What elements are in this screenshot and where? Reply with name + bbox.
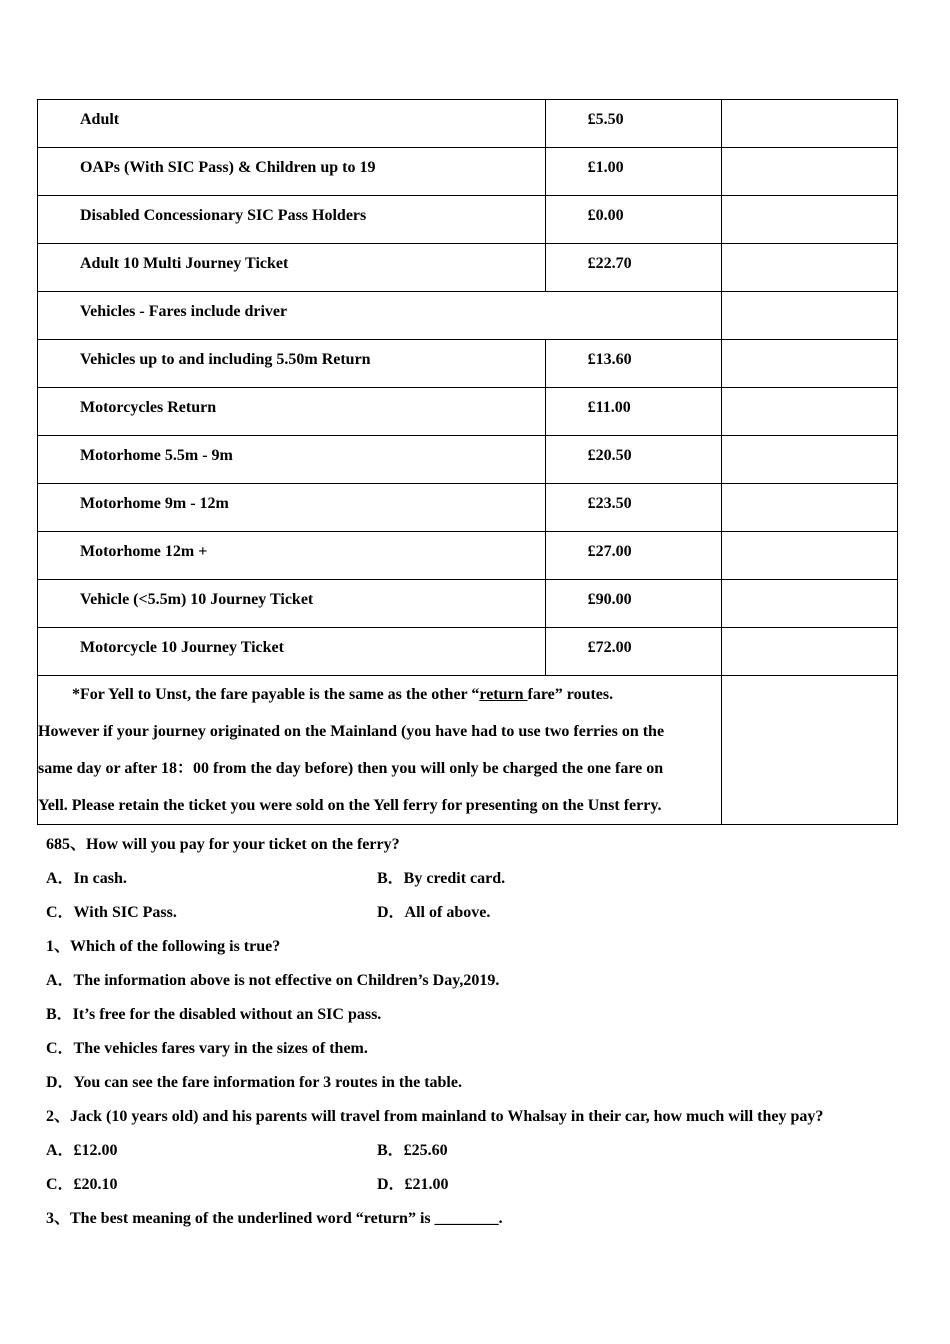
fare-price: £0.00 [587, 207, 624, 224]
option-d: D．All of above. [377, 904, 491, 921]
fare-price: £1.00 [587, 159, 624, 176]
fare-label: Disabled Concessionary SIC Pass Holders [80, 207, 367, 224]
empty-cell [721, 628, 897, 676]
option-c: C．With SIC Pass. [46, 904, 177, 921]
empty-cell [721, 484, 897, 532]
note-row [38, 676, 898, 825]
empty-cell [721, 196, 897, 244]
option-row [46, 1175, 926, 1209]
fare-price: £90.00 [587, 591, 632, 608]
underlined-word-return: return [479, 686, 528, 703]
fare-label: Motorhome 5.5m - 9m [80, 447, 233, 464]
fare-label: Motorcycles Return [80, 399, 217, 416]
note-line: same day or after 18：00 from the day before) then you will only be charged the one fare on [38, 760, 664, 777]
fare-price: £27.00 [587, 543, 632, 560]
vehicle-header: Vehicles - Fares include driver [80, 303, 288, 320]
fare-label: Motorcycle 10 Journey Ticket [80, 639, 284, 656]
fare-label: Motorhome 9m - 12m [80, 495, 229, 512]
fare-table [37, 99, 898, 825]
option-row [46, 869, 926, 903]
fare-row [38, 244, 898, 292]
option-b: B．£25.60 [377, 1142, 448, 1159]
option-a: A．The information above is not effective on Children’s Day,2019. [46, 972, 500, 989]
fare-row [38, 148, 898, 196]
fare-label: Vehicles up to and including 5.50m Return [80, 351, 371, 368]
option-a: A．In cash. [46, 870, 127, 887]
option-c: C．The vehicles fares vary in the sizes of them. [46, 1040, 368, 1057]
vehicle-header-row [38, 292, 898, 340]
fare-price: £13.60 [587, 351, 632, 368]
fare-price: £22.70 [587, 255, 632, 272]
empty-cell [721, 340, 897, 388]
note-text: fare” routes. [527, 686, 614, 703]
fare-label: Motorhome 12m + [80, 543, 208, 560]
fare-label: Adult 10 Multi Journey Ticket [80, 255, 289, 272]
fare-price: £20.50 [587, 447, 632, 464]
fare-note [38, 676, 722, 825]
option-c: C．£20.10 [46, 1176, 118, 1193]
empty-cell [721, 292, 897, 340]
option-d: D．You can see the fare information for 3 routes in the table. [46, 1074, 462, 1091]
empty-cell [721, 148, 897, 196]
option-a: A．£12.00 [46, 1142, 118, 1159]
fare-row [38, 100, 898, 148]
option-b: B．It’s free for the disabled without an SIC pass. [46, 1006, 382, 1023]
note-line: However if your journey originated on the Mainland (you have had to use two ferries on the [38, 723, 665, 740]
empty-cell [721, 676, 897, 825]
empty-cell [721, 100, 897, 148]
fare-price: £11.00 [587, 399, 631, 416]
empty-cell [721, 580, 897, 628]
question-stem: 3、The best meaning of the underlined word “return” is ________. [46, 1210, 503, 1227]
option-d: D．£21.00 [377, 1176, 449, 1193]
fare-label: OAPs (With SIC Pass) & Children up to 19 [80, 159, 376, 176]
note-text: *For Yell to Unst, the fare payable is the same as the other “ [72, 686, 480, 703]
fare-price: £23.50 [587, 495, 632, 512]
fare-row [38, 532, 898, 580]
option-row [46, 1141, 926, 1175]
question-stem: 1、Which of the following is true? [46, 938, 281, 955]
empty-cell [721, 436, 897, 484]
questions [46, 835, 926, 1243]
fare-row [38, 628, 898, 676]
fare-row [38, 340, 898, 388]
fare-row [38, 388, 898, 436]
question-stem: 2、Jack (10 years old) and his parents will travel from mainland to Whalsay in their car, how much will they pay? [46, 1108, 824, 1125]
fare-row [38, 484, 898, 532]
fare-row [38, 436, 898, 484]
option-row [46, 903, 926, 937]
empty-cell [721, 532, 897, 580]
fare-price: £5.50 [587, 111, 624, 128]
note-line: Yell. Please retain the ticket you were sold on the Yell ferry for presenting on the Unst ferry. [38, 797, 662, 814]
fare-row [38, 196, 898, 244]
question-stem: 685、How will you pay for your ticket on the ferry? [46, 836, 400, 853]
fare-row [38, 580, 898, 628]
fare-label: Adult [80, 111, 120, 128]
fare-price: £72.00 [587, 639, 632, 656]
empty-cell [721, 388, 897, 436]
fare-label: Vehicle (<5.5m) 10 Journey Ticket [80, 591, 314, 608]
empty-cell [721, 244, 897, 292]
option-b: B．By credit card. [377, 870, 506, 887]
